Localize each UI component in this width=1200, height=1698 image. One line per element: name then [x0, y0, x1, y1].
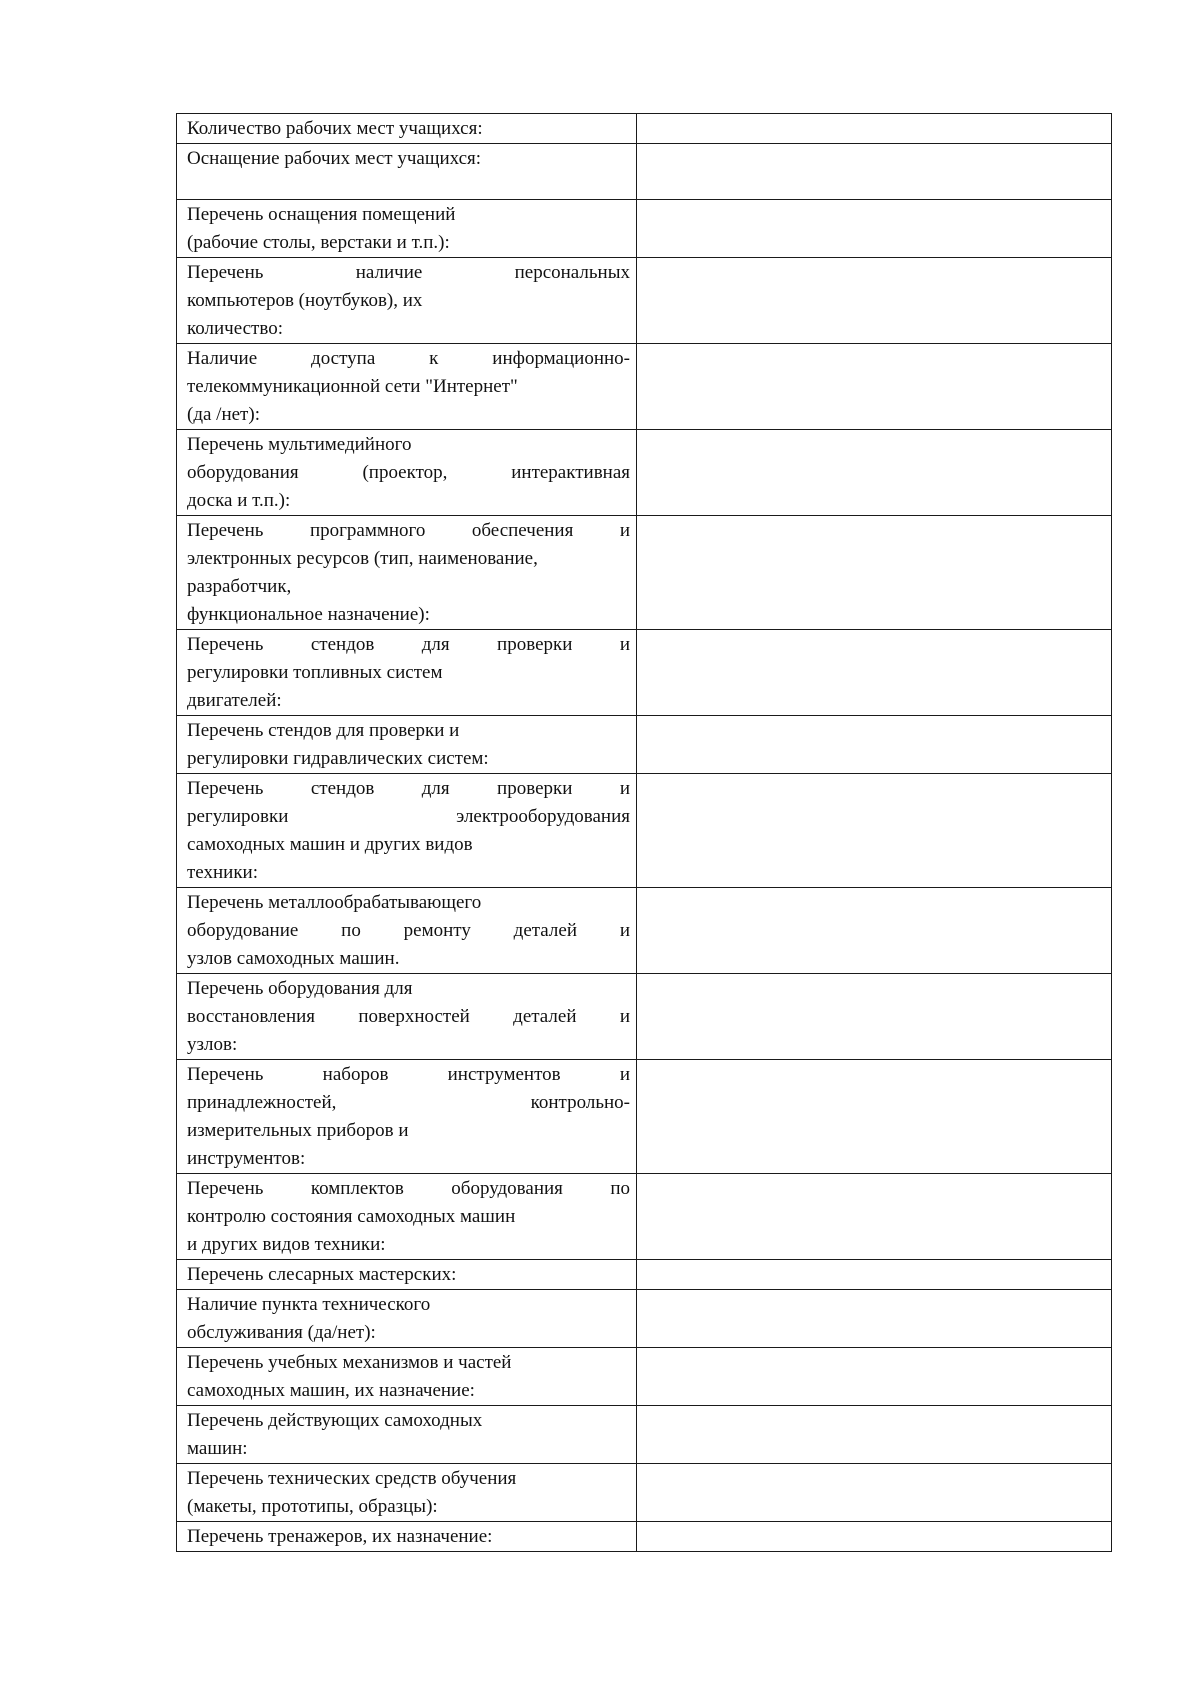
- row-value-field[interactable]: [637, 974, 1112, 1060]
- table-row: [177, 1464, 1112, 1522]
- row-value-field[interactable]: [637, 430, 1112, 516]
- row-label-line: регулировки электрооборудования: [187, 806, 630, 827]
- row-label-line: функциональное назначение):: [187, 604, 430, 625]
- table-row: [177, 1406, 1112, 1464]
- row-value-field[interactable]: [637, 1406, 1112, 1464]
- table-row: [177, 1174, 1112, 1260]
- row-label-line: инструментов:: [187, 1148, 306, 1169]
- equipment-form-table: [176, 113, 1112, 1552]
- table-row: [177, 630, 1112, 716]
- table-row: [177, 1522, 1112, 1552]
- row-label-line: Перечень действующих самоходных: [187, 1410, 483, 1431]
- row-label: [177, 344, 637, 430]
- row-label-line: разработчик,: [187, 576, 292, 597]
- row-label-line: Перечень металлообрабатывающего: [187, 892, 482, 913]
- row-label-line: (да /нет):: [187, 404, 260, 425]
- row-value-field[interactable]: [637, 1174, 1112, 1260]
- row-value-field[interactable]: [637, 344, 1112, 430]
- table-row: [177, 1060, 1112, 1174]
- row-label-line: Количество рабочих мест учащихся:: [187, 118, 483, 139]
- row-label-line: телекоммуникационной сети "Интернет": [187, 376, 518, 397]
- row-value-field[interactable]: [637, 716, 1112, 774]
- row-label-line: Перечень технических средств обучения: [187, 1468, 517, 1489]
- row-label: [177, 114, 637, 144]
- row-label: [177, 258, 637, 344]
- row-value-field[interactable]: [637, 516, 1112, 630]
- row-label-line: Наличие пункта технического: [187, 1294, 431, 1315]
- table-row: [177, 258, 1112, 344]
- row-label-line: количество:: [187, 318, 283, 339]
- row-label-line: Перечень наборов инструментов и: [187, 1064, 630, 1085]
- row-label-line: (макеты, прототипы, образцы):: [187, 1496, 438, 1517]
- row-label-line: доска и т.п.):: [187, 490, 291, 511]
- row-label-line: машин:: [187, 1438, 248, 1459]
- row-value-field[interactable]: [637, 1290, 1112, 1348]
- table-row: [177, 1290, 1112, 1348]
- row-label-line: Перечень слесарных мастерских:: [187, 1264, 457, 1285]
- row-label-line: Перечень наличие персональных: [187, 262, 630, 283]
- row-label-line: контролю состояния самоходных машин: [187, 1206, 516, 1227]
- row-label-line: Наличие доступа к информационно-: [187, 348, 630, 369]
- row-label: [177, 1260, 637, 1290]
- row-label: [177, 1522, 637, 1552]
- row-label-line: техники:: [187, 862, 258, 883]
- row-label-line: принадлежностей, контрольно-: [187, 1092, 630, 1113]
- row-label-line: Перечень оснащения помещений: [187, 204, 456, 225]
- row-label: [177, 516, 637, 630]
- row-label-line: узлов:: [187, 1034, 238, 1055]
- table-row: [177, 888, 1112, 974]
- row-label: [177, 200, 637, 258]
- row-label-line: Перечень программного обеспечения и: [187, 520, 630, 541]
- table-row: [177, 516, 1112, 630]
- row-label-line: оборудование по ремонту деталей и: [187, 920, 630, 941]
- row-label-line: Оснащение рабочих мест учащихся:: [187, 148, 482, 169]
- row-value-field[interactable]: [637, 1060, 1112, 1174]
- row-value-field[interactable]: [637, 888, 1112, 974]
- row-label-line: обслуживания (да/нет):: [187, 1322, 376, 1343]
- row-value-field[interactable]: [637, 1348, 1112, 1406]
- row-value-field[interactable]: [637, 630, 1112, 716]
- table-row: [177, 344, 1112, 430]
- table-row: [177, 974, 1112, 1060]
- row-label: [177, 716, 637, 774]
- table-row: [177, 1260, 1112, 1290]
- row-label-line: электронных ресурсов (тип, наименование,: [187, 548, 538, 569]
- row-label-line: восстановления поверхностей деталей и: [187, 1006, 630, 1027]
- table-row: [177, 716, 1112, 774]
- row-label: [177, 630, 637, 716]
- row-label-line: регулировки топливных систем: [187, 662, 443, 683]
- row-label: [177, 430, 637, 516]
- row-label: [177, 974, 637, 1060]
- row-label: [177, 1464, 637, 1522]
- row-value-field[interactable]: [637, 1464, 1112, 1522]
- row-label-line: регулировки гидравлических систем:: [187, 748, 489, 769]
- table-row: [177, 1348, 1112, 1406]
- row-label: [177, 774, 637, 888]
- row-label-line: (рабочие столы, верстаки и т.п.):: [187, 232, 450, 253]
- table-row: [177, 144, 1112, 200]
- row-label-line: компьютеров (ноутбуков), их: [187, 290, 423, 311]
- row-label-line: самоходных машин и других видов: [187, 834, 473, 855]
- row-label-line: оборудования (проектор, интерактивная: [187, 462, 630, 483]
- row-value-field[interactable]: [637, 774, 1112, 888]
- row-label-line: Перечень стендов для проверки и: [187, 778, 630, 799]
- row-label-line: Перечень оборудования для: [187, 978, 413, 999]
- table-body: [177, 114, 1112, 1552]
- row-label-line: Перечень мультимедийного: [187, 434, 412, 455]
- table-row: [177, 114, 1112, 144]
- row-label-line: узлов самоходных машин.: [187, 948, 400, 969]
- row-label: [177, 1060, 637, 1174]
- row-value-field[interactable]: [637, 258, 1112, 344]
- row-label-line: Перечень стендов для проверки и: [187, 634, 630, 655]
- table-row: [177, 200, 1112, 258]
- row-label: [177, 1174, 637, 1260]
- row-label: [177, 144, 637, 200]
- row-value-field[interactable]: [637, 200, 1112, 258]
- row-label: [177, 888, 637, 974]
- table-row: [177, 430, 1112, 516]
- table-row: [177, 774, 1112, 888]
- row-label-line: Перечень комплектов оборудования по: [187, 1178, 630, 1199]
- row-label-line: Перечень стендов для проверки и: [187, 720, 460, 741]
- row-label: [177, 1348, 637, 1406]
- row-label-line: и других видов техники:: [187, 1234, 386, 1255]
- row-label: [177, 1406, 637, 1464]
- row-label-line: Перечень тренажеров, их назначение:: [187, 1526, 493, 1547]
- row-label: [177, 1290, 637, 1348]
- row-value-field[interactable]: [637, 144, 1112, 200]
- row-value-field[interactable]: [637, 1522, 1112, 1552]
- row-label-line: Перечень учебных механизмов и частей: [187, 1352, 512, 1373]
- row-label-line: самоходных машин, их назначение:: [187, 1380, 475, 1401]
- row-value-field[interactable]: [637, 114, 1112, 144]
- row-value-field[interactable]: [637, 1260, 1112, 1290]
- row-label-line: двигателей:: [187, 690, 282, 711]
- row-label-line: измерительных приборов и: [187, 1120, 409, 1141]
